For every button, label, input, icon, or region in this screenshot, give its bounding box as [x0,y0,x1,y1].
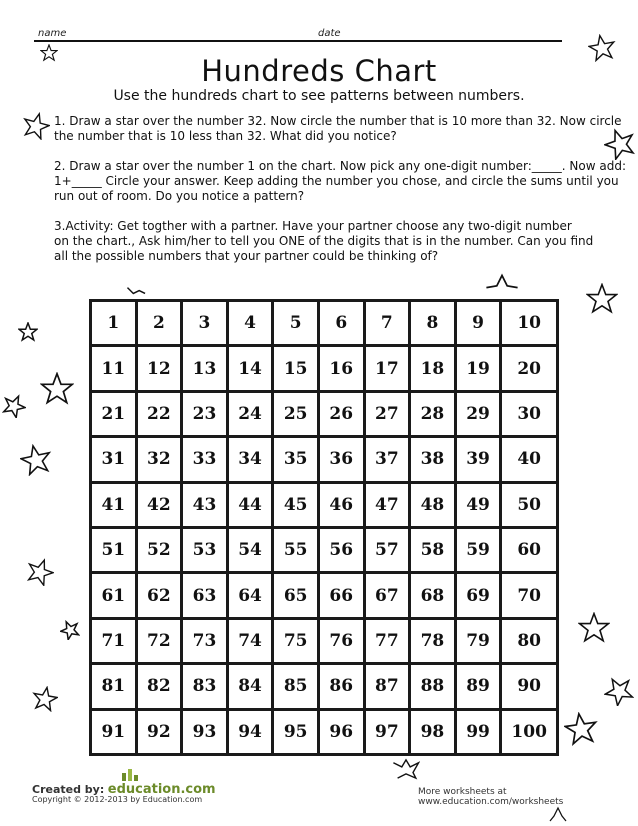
hundreds-chart-grid [89,299,559,756]
star-outline-icon [126,284,148,300]
star-outline-icon [18,322,38,342]
page-subtitle: Use the hundreds chart to see patterns between numbers. [113,88,525,104]
chart-cell: 52 [138,529,181,571]
instruction-2 [54,159,627,204]
chart-cell: 90 [502,665,556,707]
chart-cell: 69 [457,574,500,616]
chart-cell: 62 [138,574,181,616]
chart-cell: 64 [229,574,272,616]
chart-cell: 11 [92,347,135,389]
chart-cell: 91 [92,711,135,753]
chart-cell: 10 [502,302,556,344]
star-outline-icon [40,372,74,406]
footer-copyright: Copyright © 2012-2013 by Education.com [32,795,203,804]
date-label: date [318,28,341,39]
chart-cell: 2 [138,302,181,344]
chart-cell: 71 [92,620,135,662]
chart-cell: 49 [457,484,500,526]
chart-cell: 60 [502,529,556,571]
chart-cell: 58 [411,529,454,571]
chart-cell: 33 [183,438,226,480]
chart-cell: 14 [229,347,272,389]
star-outline-icon [484,272,520,298]
chart-cell: 4 [229,302,272,344]
chart-cell: 26 [320,393,363,435]
star-outline-icon [578,612,610,644]
chart-cell: 54 [229,529,272,571]
chart-cell: 56 [320,529,363,571]
star-outline-icon [604,676,634,706]
chart-cell: 5 [274,302,317,344]
chart-cell: 20 [502,347,556,389]
chart-cell: 53 [183,529,226,571]
chart-cell: 75 [274,620,317,662]
chart-cell: 17 [366,347,409,389]
chart-cell: 8 [411,302,454,344]
chart-cell: 7 [366,302,409,344]
chart-cell: 99 [457,711,500,753]
chart-cell: 13 [183,347,226,389]
chart-cell: 9 [457,302,500,344]
chart-cell: 48 [411,484,454,526]
chart-cell: 41 [92,484,135,526]
education-logo-icon [120,765,140,783]
chart-cell: 29 [457,393,500,435]
chart-cell: 61 [92,574,135,616]
instruction-line: all the possible numbers that your partner could be thinking of? [54,249,439,263]
chart-cell: 51 [92,529,135,571]
chart-cell: 88 [411,665,454,707]
chart-cell: 81 [92,665,135,707]
instruction-line: on the chart., Ask him/her to tell you ONE of the digits that is in the number. Can you find [54,234,594,248]
chart-cell: 16 [320,347,363,389]
chart-cell: 67 [366,574,409,616]
brand-name: education.com [107,782,216,797]
chart-cell: 66 [320,574,363,616]
chart-cell: 73 [183,620,226,662]
chart-cell: 32 [138,438,181,480]
star-outline-icon [32,686,58,712]
chart-cell: 100 [502,711,556,753]
chart-cell: 3 [183,302,226,344]
star-outline-icon [604,128,636,160]
page-title: Hundreds Chart [201,54,437,88]
star-outline-icon [392,758,420,780]
chart-cell: 93 [183,711,226,753]
star-outline-icon [22,112,50,140]
chart-cell: 80 [502,620,556,662]
chart-cell: 24 [229,393,272,435]
chart-cell: 84 [229,665,272,707]
chart-cell: 37 [366,438,409,480]
star-outline-icon [588,34,616,62]
footer-more-worksheets: More worksheets at www.education.com/worksheets [418,787,564,807]
instruction-line: 1. Draw a star over the number 32. Now circle the number that is 10 more than 32. Now circle [54,114,622,128]
chart-cell: 44 [229,484,272,526]
chart-cell: 35 [274,438,317,480]
chart-cell: 36 [320,438,363,480]
chart-cell: 47 [366,484,409,526]
chart-cell: 15 [274,347,317,389]
chart-cell: 6 [320,302,363,344]
chart-cell: 39 [457,438,500,480]
star-outline-icon [548,806,568,824]
chart-cell: 70 [502,574,556,616]
chart-cell: 19 [457,347,500,389]
chart-cell: 21 [92,393,135,435]
chart-cell: 95 [274,711,317,753]
chart-cell: 74 [229,620,272,662]
chart-cell: 55 [274,529,317,571]
chart-cell: 96 [320,711,363,753]
chart-cell: 79 [457,620,500,662]
chart-cell: 86 [320,665,363,707]
star-outline-icon [40,44,58,62]
chart-cell: 30 [502,393,556,435]
star-outline-icon [564,712,598,746]
chart-cell: 76 [320,620,363,662]
chart-cell: 85 [274,665,317,707]
chart-cell: 94 [229,711,272,753]
chart-cell: 63 [183,574,226,616]
chart-cell: 40 [502,438,556,480]
chart-cell: 43 [183,484,226,526]
chart-cell: 97 [366,711,409,753]
chart-cell: 23 [183,393,226,435]
chart-cell: 31 [92,438,135,480]
chart-cell: 57 [366,529,409,571]
chart-cell: 38 [411,438,454,480]
instruction-3 [54,219,624,264]
chart-cell: 68 [411,574,454,616]
chart-cell: 34 [229,438,272,480]
chart-cell: 42 [138,484,181,526]
instruction-line: the number that is 10 less than 32. What did you notice? [54,129,397,143]
name-label: name [38,28,67,39]
chart-cell: 12 [138,347,181,389]
chart-cell: 82 [138,665,181,707]
instruction-line: 1+_____ Circle your answer. Keep adding the number you chose, and circle the sums until you [54,174,619,188]
chart-cell: 65 [274,574,317,616]
chart-cell: 87 [366,665,409,707]
name-date-line [34,40,562,42]
chart-cell: 89 [457,665,500,707]
chart-cell: 78 [411,620,454,662]
instruction-line: run out of room. Do you notice a pattern? [54,189,305,203]
chart-cell: 83 [183,665,226,707]
chart-cell: 46 [320,484,363,526]
chart-cell: 98 [411,711,454,753]
star-outline-icon [60,620,80,640]
instruction-line: 2. Draw a star over the number 1 on the chart. Now pick any one-digit number:_____. Now add: [54,159,627,173]
chart-cell: 27 [366,393,409,435]
instruction-1 [54,114,624,144]
chart-cell: 28 [411,393,454,435]
chart-cell: 45 [274,484,317,526]
chart-cell: 1 [92,302,135,344]
star-outline-icon [26,558,54,586]
chart-cell: 59 [457,529,500,571]
star-outline-icon [586,283,618,315]
chart-cell: 25 [274,393,317,435]
chart-cell: 22 [138,393,181,435]
chart-cell: 77 [366,620,409,662]
chart-cell: 50 [502,484,556,526]
chart-cell: 18 [411,347,454,389]
created-by-label: Created by: [32,783,105,796]
chart-cell: 92 [138,711,181,753]
star-outline-icon [20,444,52,476]
instruction-line: 3.Activity: Get togther with a partner. Have your partner choose any two-digit number [54,219,572,233]
chart-cell: 72 [138,620,181,662]
star-outline-icon [2,394,26,418]
